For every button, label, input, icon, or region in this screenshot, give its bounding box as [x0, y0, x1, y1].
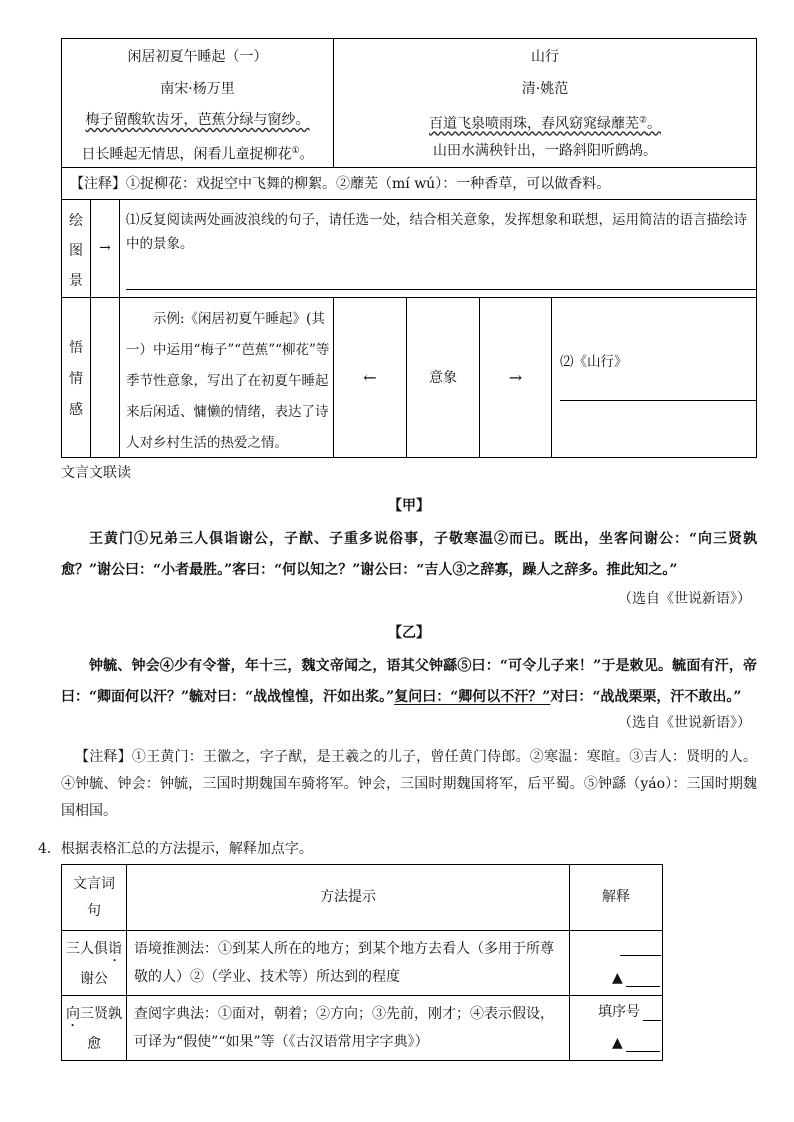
draw-label-1: 绘: [69, 213, 83, 229]
poem-line-left-2: 日长睡起无情思，闲看儿童捉柳花①。: [81, 146, 314, 163]
notes-2: 【注释】①王黄门：王徽之，字子猷，是王羲之的儿子，曾任黄门侍郎。②寒温：寒暄。③吉人：贤明的人。④钟毓、钟会：钟毓，三国时期魏国车骑将军。钟会，三国时期魏国将军，后平蜀。⑤钟繇（yáo）：三国时期魏国相国。: [61, 749, 757, 819]
header-method: 方法提示: [320, 889, 376, 905]
question-2: ⑵《山行》: [560, 354, 628, 370]
underlined-sentence: 复问曰：“卿何以不汗？”: [394, 689, 551, 705]
example-answer: 示例:《闲居初夏午睡起》(其一）中运用“梅子”“芭蕉”“柳花”等季节性意象，写出了在初夏午睡起来后闲适、慵懒的情绪，表达了诗人对乡村生活的热爱之情。: [126, 311, 330, 451]
arrow-right-icon: →: [508, 368, 523, 387]
hint-cell: 语境推测法：①到某人所在的地方；到某个地方去看人（多用于所尊敬的人）②（学业、技术等）所达到的程度: [134, 941, 554, 985]
poem-line-left-1: 梅子留酸软齿牙，芭蕉分绿与窗纱。: [85, 112, 310, 128]
jia-title: 【甲】: [388, 498, 430, 514]
phrase-cell: 三人俱诣谢公: [66, 941, 122, 987]
arrow-left-icon: ←: [363, 368, 377, 387]
draw-label-3: 景: [69, 273, 83, 289]
arrow-right-icon: →: [99, 240, 111, 256]
answer-line: [126, 289, 756, 290]
feel-label-2: 情: [69, 371, 83, 387]
answer-marker: ▲: [612, 970, 623, 986]
hint-cell: 查阅字典法：①面对，朝着；②方向；③先前，刚才；④表示假设，可译为“假使”“如果”等（《古汉语常用字字典》）: [134, 1006, 554, 1050]
yi-text: 钟毓、钟会④少有令誉，年十三，魏文帝闻之，语其父钟繇⑤曰：“可令儿子来！”于是敕见。毓面有汗，帝曰：“卿面何以汗？”毓对曰：“战战惶惶，汗如出浆。”复问曰：“卿何以不汗？”对曰：“战战栗栗，汗不敢出。”: [61, 658, 757, 705]
poem-author-left: 南宋·杨万里: [160, 81, 235, 97]
answer-label: 填序号: [598, 1004, 640, 1020]
answer-blank[interactable]: [643, 1020, 661, 1021]
jia-source: （选自《世说新语》）: [618, 591, 751, 607]
answer-line: [560, 400, 756, 401]
draw-label-2: 图: [69, 243, 83, 259]
yi-title: 【乙】: [388, 625, 430, 641]
header-phrase: 文言词句: [73, 876, 115, 919]
poem-line-right-2: 山田水满秧针出，一路斜阳听鹧鸪。: [433, 143, 657, 159]
poem-note: 【注释】①捉柳花：戏捉空中飞舞的柳絮。②蘼芜（mí wú）：一种香草，可以做香料。: [70, 176, 611, 192]
header-explain: 解释: [602, 889, 630, 905]
feel-label-3: 感: [69, 402, 83, 418]
phrase-cell: 向三贤孰愈: [66, 1006, 122, 1052]
poem-author-right: 清·姚范: [521, 81, 569, 97]
answer-marker: ▲: [612, 1035, 623, 1051]
question-1: ⑴反复阅读两处画波浪线的句子，请任选一处，结合相关意象，发挥想象和联想，运用简洁的语言描绘诗中的景象。: [126, 212, 747, 252]
imagery-label: 意象: [429, 370, 457, 386]
poem-title-left: 闲居初夏午睡起（一）: [127, 49, 268, 65]
yi-source: （选自《世说新语》）: [618, 715, 751, 731]
poem-title-right: 山行: [531, 49, 559, 65]
poem-line-right-1: 百道飞泉喷雨珠，春风窈窕绿蘼芜②。: [428, 115, 662, 132]
question-4: 4．根据表格汇总的方法提示，解释加点字。: [38, 841, 313, 857]
section-title: 文言文联读: [61, 465, 131, 481]
feel-label-1: 悟: [69, 340, 83, 356]
answer-blank[interactable]: [620, 955, 661, 956]
jia-text: 王黄门①兄弟三人俱诣谢公，子猷、子重多说俗事，子敬寒温②而已。既出，坐客问谢公：“向三贤孰愈？”谢公曰：“小者最胜。”客曰：“何以知之？”谢公曰：“吉人③之辞寡，躁人之辞多。推此知之。”: [61, 531, 757, 578]
